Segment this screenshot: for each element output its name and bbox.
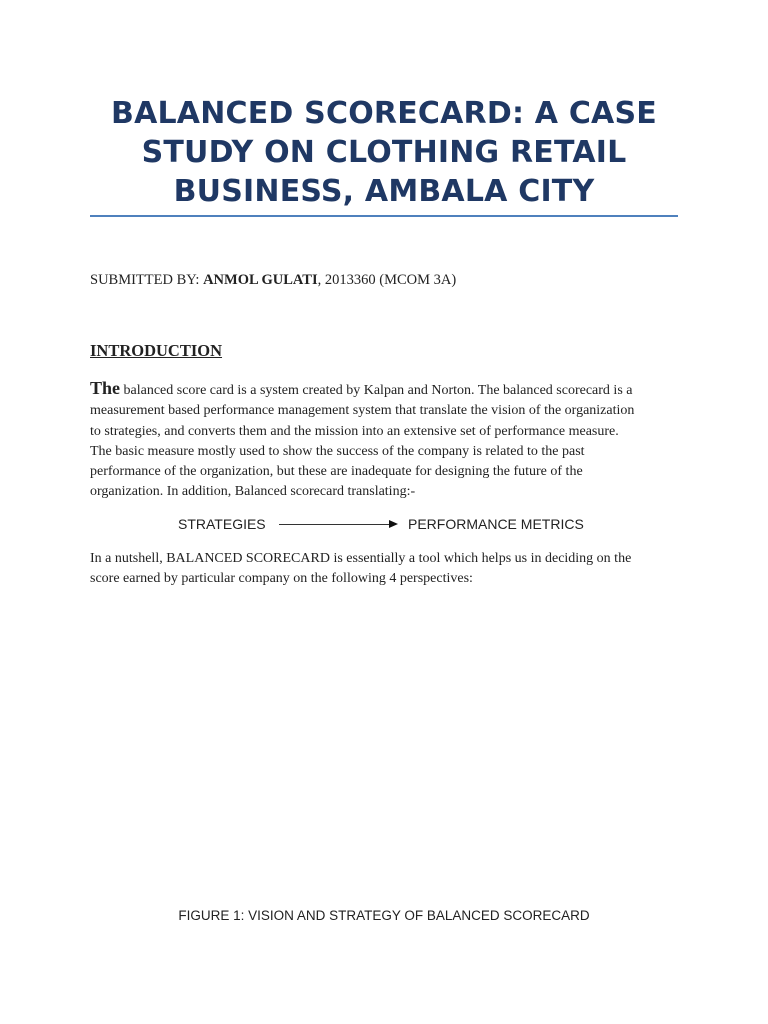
paragraph-line: The basic measure mostly used to show the success of the company is related to the past: [90, 443, 585, 459]
nutshell-paragraph: [90, 549, 680, 590]
arrow-right-icon: [389, 520, 398, 528]
paragraph-line-text: balanced score card is a system created by Kalpan and Norton. The balanced scorecard is a: [120, 383, 633, 398]
paragraph-line: score earned by particular company on the following 4 perspectives:: [90, 571, 473, 587]
lead-word: The: [90, 378, 121, 398]
flow-target-label: PERFORMANCE METRICS: [408, 516, 584, 532]
title-line: BUSINESS, AMBALA CITY: [173, 174, 595, 209]
document-title: [90, 94, 678, 211]
paragraph-line: In a nutshell, BALANCED SCORECARD is essentially a tool which helps us in deciding on the: [90, 551, 632, 566]
paragraph-line: [90, 378, 680, 401]
paragraph-line: measurement based performance management system that translate the vision of the organization: [90, 403, 635, 419]
paragraph-line: to strategies, and converts them and the mission into an extensive set of performance measure.: [90, 423, 619, 439]
title-line: BALANCED SCORECARD: A CASE: [111, 96, 657, 131]
author-details: , 2013360 (MCOM 3A): [317, 272, 457, 288]
introduction-paragraph: [90, 378, 680, 503]
paragraph-line: organization. In addition, Balanced scorecard translating:-: [90, 484, 416, 500]
title-underline-rule: [90, 215, 678, 217]
figure-caption: FIGURE 1: VISION AND STRATEGY OF BALANCED SCORECARD: [178, 908, 590, 923]
flow-arrow-line: [279, 524, 392, 525]
strategy-flow-diagram: [0, 515, 768, 537]
introduction-heading: INTRODUCTION: [90, 341, 223, 360]
flow-source-label: STRATEGIES: [178, 516, 266, 532]
submitted-by-label: SUBMITTED BY:: [90, 272, 204, 288]
paragraph-line: performance of the organization, but these are inadequate for designing the future of the: [90, 464, 583, 480]
title-line: STUDY ON CLOTHING RETAIL: [141, 135, 627, 170]
author-name: ANMOL GULATI: [203, 272, 318, 288]
submitted-by-line: [90, 270, 456, 290]
